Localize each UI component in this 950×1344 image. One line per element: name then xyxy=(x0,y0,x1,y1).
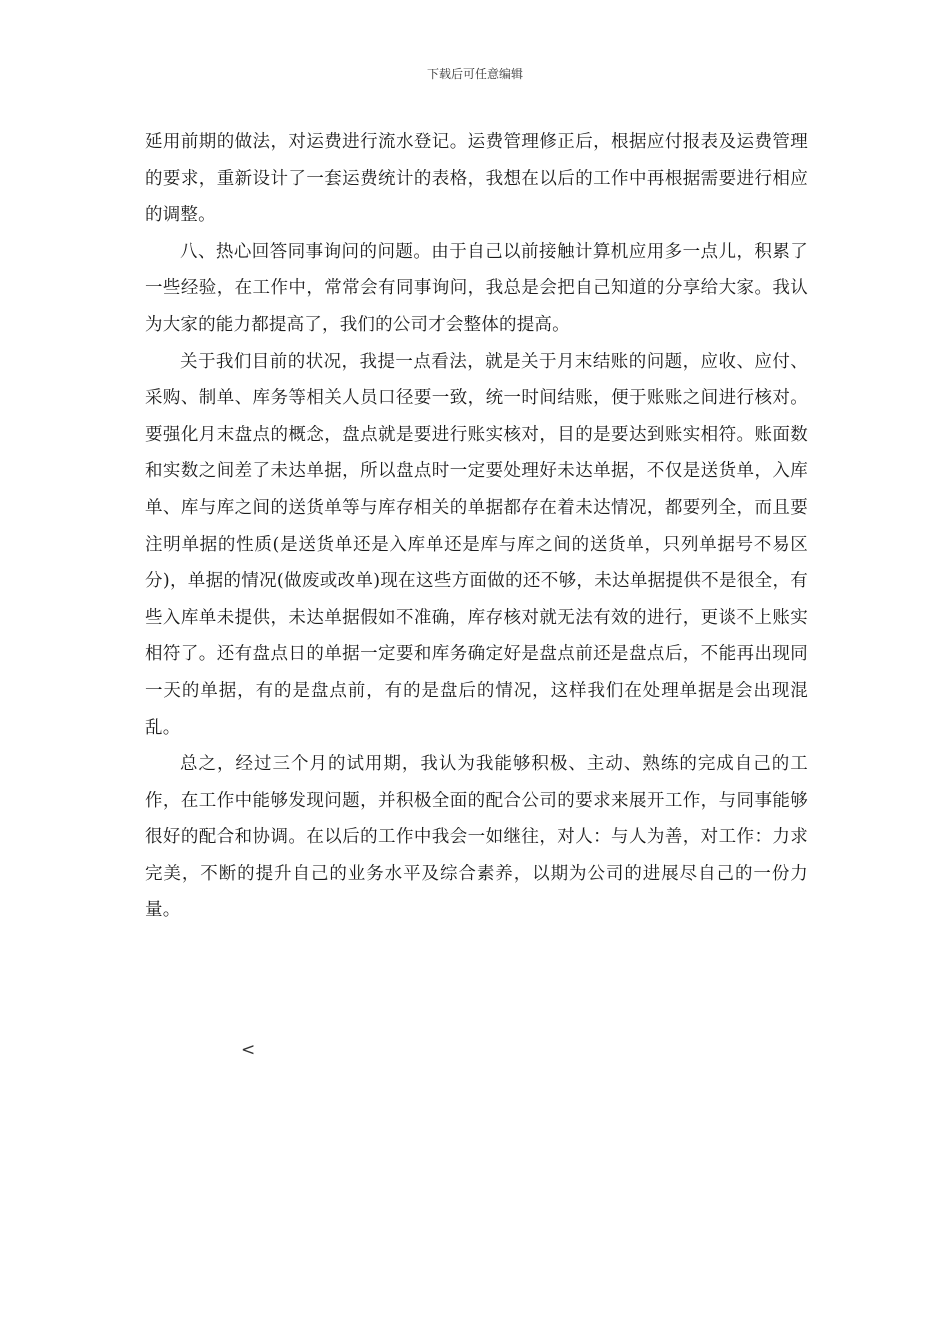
paragraph-month-end-closing: 关于我们目前的状况，我提一点看法，就是关于月末结账的问题，应收、应付、采购、制单、库务等相关人员口径要一致，统一时间结账，便于账账之间进行核对。要强化月末盘点的概念，盘点就是要进行账实核对，目的是要达到账实相符。账面数和实数之间差了未达单据，所以盘点时一定要处理好未达单据，不仅是送货单，入库单、库与库之间的送货单等与库存相关的单据都存在着未达情况，都要列全，而且要注明单据的性质(是送货单还是入库单还是库与库之间的送货单，只列单据号不易区分)，单据的情况(做废或改单)现在这些方面做的还不够，未达单据提供不是很全，有些入库单未提供，未达单据假如不准确，库存核对就无法有效的进行，更谈不上账实相符了。还有盘点日的单据一定要和库务确定好是盘点前还是盘点后，不能再出现同一天的单据，有的是盘点前，有的是盘后的情况，这样我们在处理单据是会出现混乱。 xyxy=(145,351,808,738)
document-body xyxy=(145,124,808,929)
paragraph-answer-colleagues: 八、热心回答同事询问的问题。由于自己以前接触计算机应用多一点儿，积累了一些经验，在工作中，常常会有同事询问，我总是会把自己知道的分享给大家。我认为大家的能力都提高了，我们的公司才会整体的提高。 xyxy=(145,241,808,335)
stray-angle-mark: < xyxy=(241,1040,256,1060)
page-header: 下载后可任意编辑 xyxy=(426,67,523,81)
paragraph-summary: 总之，经过三个月的试用期，我认为我能够积极、主动、熟练的完成自己的工作，在工作中能够发现问题，并积极全面的配合公司的要求来展开工作，与同事能够很好的配合和协调。在以后的工作中我会一如继往，对人：与人为善，对工作：力求完美，不断的提升自己的业务水平及综合素养，以期为公司的进展尽自己的一份力量。 xyxy=(145,754,808,921)
paragraph-freight-record: 延用前期的做法，对运费进行流水登记。运费管理修正后，根据应付报表及运费管理的要求，重新设计了一套运费统计的表格，我想在以后的工作中再根据需要进行相应的调整。 xyxy=(145,132,808,226)
